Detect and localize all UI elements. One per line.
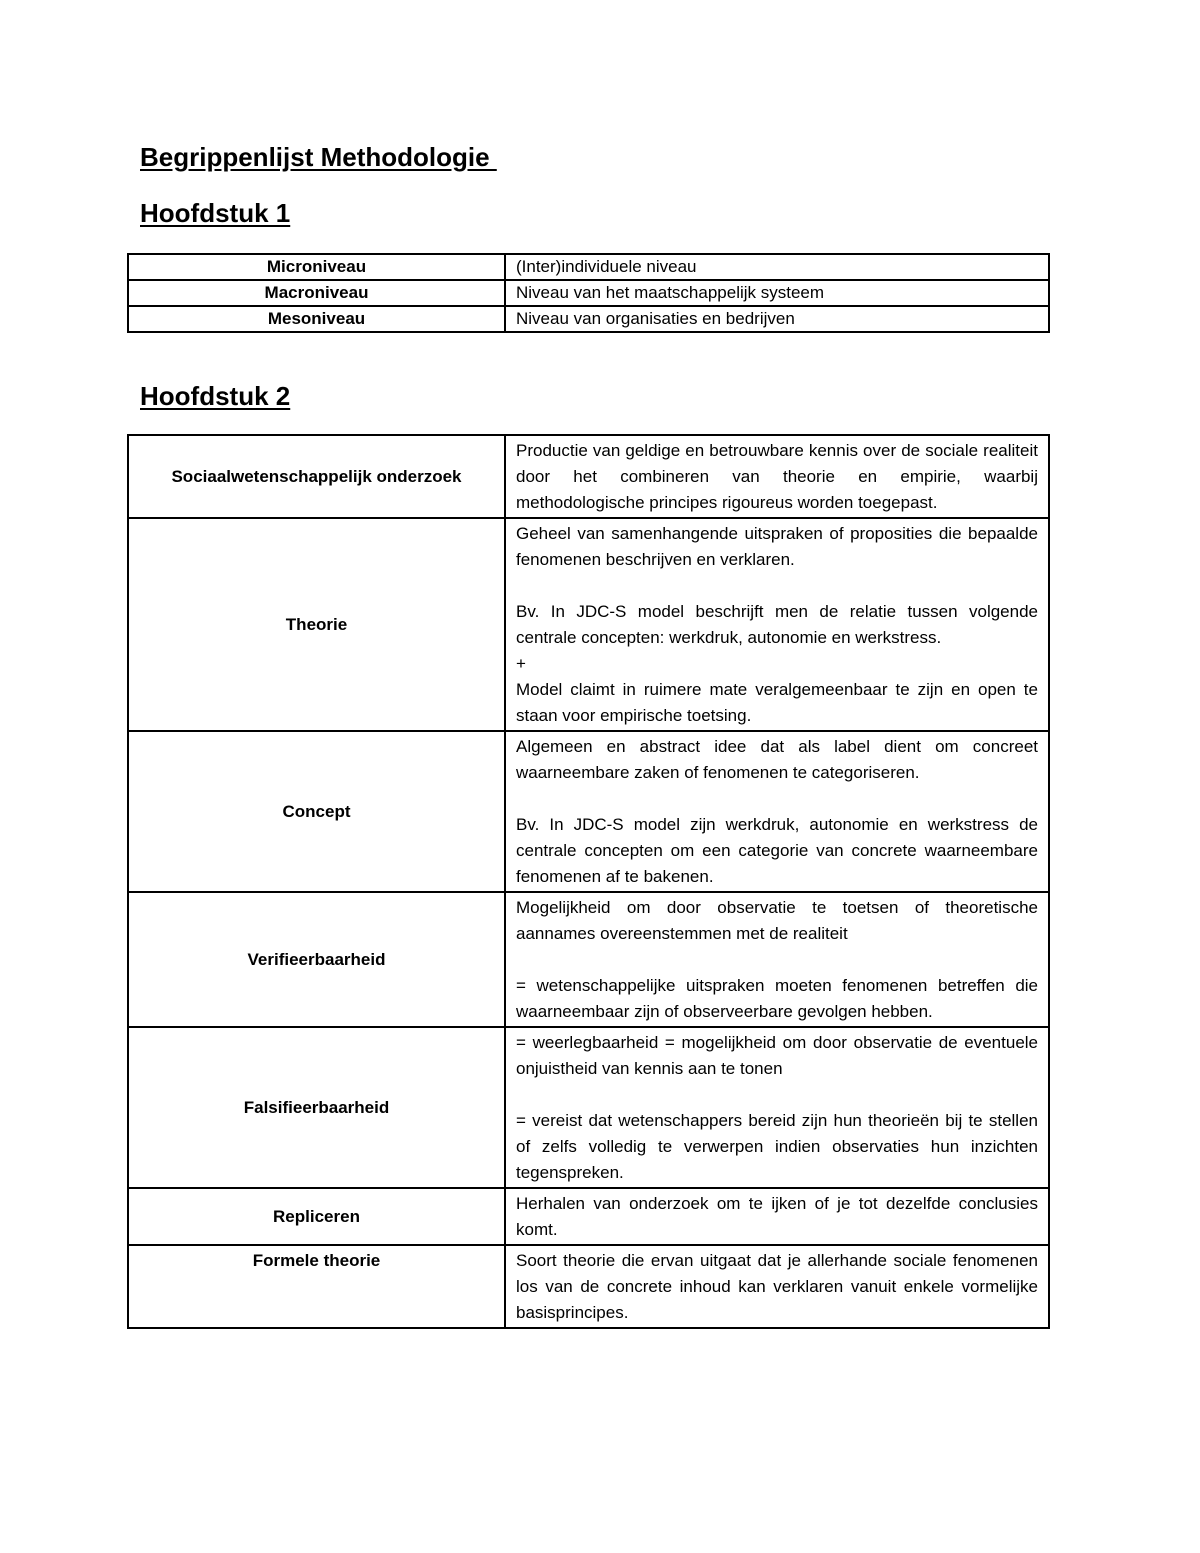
term-cell: Falsifieerbaarheid xyxy=(128,1027,505,1188)
definition-cell: Niveau van het maatschappelijk systeem xyxy=(505,280,1049,306)
chapter-1-heading: Hoofdstuk 1 xyxy=(140,198,291,228)
table-row xyxy=(128,518,1049,731)
term-cell: Sociaalwetenschappelijk onderzoek xyxy=(128,435,505,518)
document-title: Begrippenlijst Methodologie xyxy=(140,142,497,172)
definition-paragraph: Algemeen en abstract idee dat als label dient om concreet waarneembare zaken of fenomenen te categoriseren. xyxy=(516,737,1038,782)
definition-paragraph: = vereist dat wetenschappers bereid zijn hun theorieën bij te stellen of zelfs volledig te verwerpen indien observaties hun inzichten tegenspreken. xyxy=(516,1111,1038,1182)
chapter-2-table xyxy=(127,434,1050,1329)
definition-cell: (Inter)individuele niveau xyxy=(505,254,1049,280)
definition-paragraph: Bv. In JDC-S model beschrijft men de relatie tussen volgende centrale concepten: werkdruk, autonomie en werkstress. xyxy=(516,602,1038,647)
definition-paragraph: Herhalen van onderzoek om te ijken of je tot dezelfde conclusies komt. xyxy=(516,1194,1038,1239)
term-cell: Theorie xyxy=(128,518,505,731)
table-row xyxy=(128,306,1049,332)
table-row xyxy=(128,1188,1049,1245)
table-row xyxy=(128,280,1049,306)
definition-paragraph: Soort theorie die ervan uitgaat dat je allerhande sociale fenomenen los van de concrete inhoud kan verklaren vanuit enkele vormelijke basisprincipes. xyxy=(516,1251,1038,1322)
term-cell: Formele theorie xyxy=(128,1245,505,1328)
definition-cell xyxy=(505,1188,1049,1245)
definition-paragraph: = wetenschappelijke uitspraken moeten fenomenen betreffen die waarneembaar zijn of observeerbare gevolgen hebben. xyxy=(516,976,1038,1021)
definition-cell: Niveau van organisaties en bedrijven xyxy=(505,306,1049,332)
table-row xyxy=(128,254,1049,280)
chapter-2-heading: Hoofdstuk 2 xyxy=(140,381,291,411)
table-row xyxy=(128,1245,1049,1328)
definition-paragraph: + xyxy=(516,654,526,673)
table-row xyxy=(128,435,1049,518)
table-row xyxy=(128,1027,1049,1188)
term-cell: Concept xyxy=(128,731,505,892)
term-cell: Macroniveau xyxy=(128,280,505,306)
definition-cell xyxy=(505,1027,1049,1188)
term-cell: Microniveau xyxy=(128,254,505,280)
term-cell: Mesoniveau xyxy=(128,306,505,332)
definition-paragraph: Productie van geldige en betrouwbare kennis over de sociale realiteit door het combineren van theorie en empirie, waarbij methodologische principes rigoureus worden toegepast. xyxy=(516,441,1038,512)
table-row xyxy=(128,892,1049,1027)
definition-cell xyxy=(505,731,1049,892)
definition-cell xyxy=(505,435,1049,518)
table-row xyxy=(128,731,1049,892)
definition-cell xyxy=(505,1245,1049,1328)
definition-paragraph: Model claimt in ruimere mate veralgemeenbaar te zijn en open te staan voor empirische toetsing. xyxy=(516,680,1038,725)
definition-paragraph: = weerlegbaarheid = mogelijkheid om door observatie de eventuele onjuistheid van kennis aan te tonen xyxy=(516,1033,1038,1078)
term-cell: Repliceren xyxy=(128,1188,505,1245)
definition-paragraph: Bv. In JDC-S model zijn werkdruk, autonomie en werkstress de centrale concepten om een categorie van concrete waarneembare fenomenen af te bakenen. xyxy=(516,815,1038,886)
definition-paragraph: Mogelijkheid om door observatie te toetsen of theoretische aannames overeenstemmen met de realiteit xyxy=(516,898,1038,943)
definition-cell xyxy=(505,518,1049,731)
definition-cell xyxy=(505,892,1049,1027)
term-cell: Verifieerbaarheid xyxy=(128,892,505,1027)
chapter-1-table xyxy=(127,253,1050,333)
definition-paragraph: Geheel van samenhangende uitspraken of proposities die bepaalde fenomenen beschrijven en verklaren. xyxy=(516,524,1038,569)
